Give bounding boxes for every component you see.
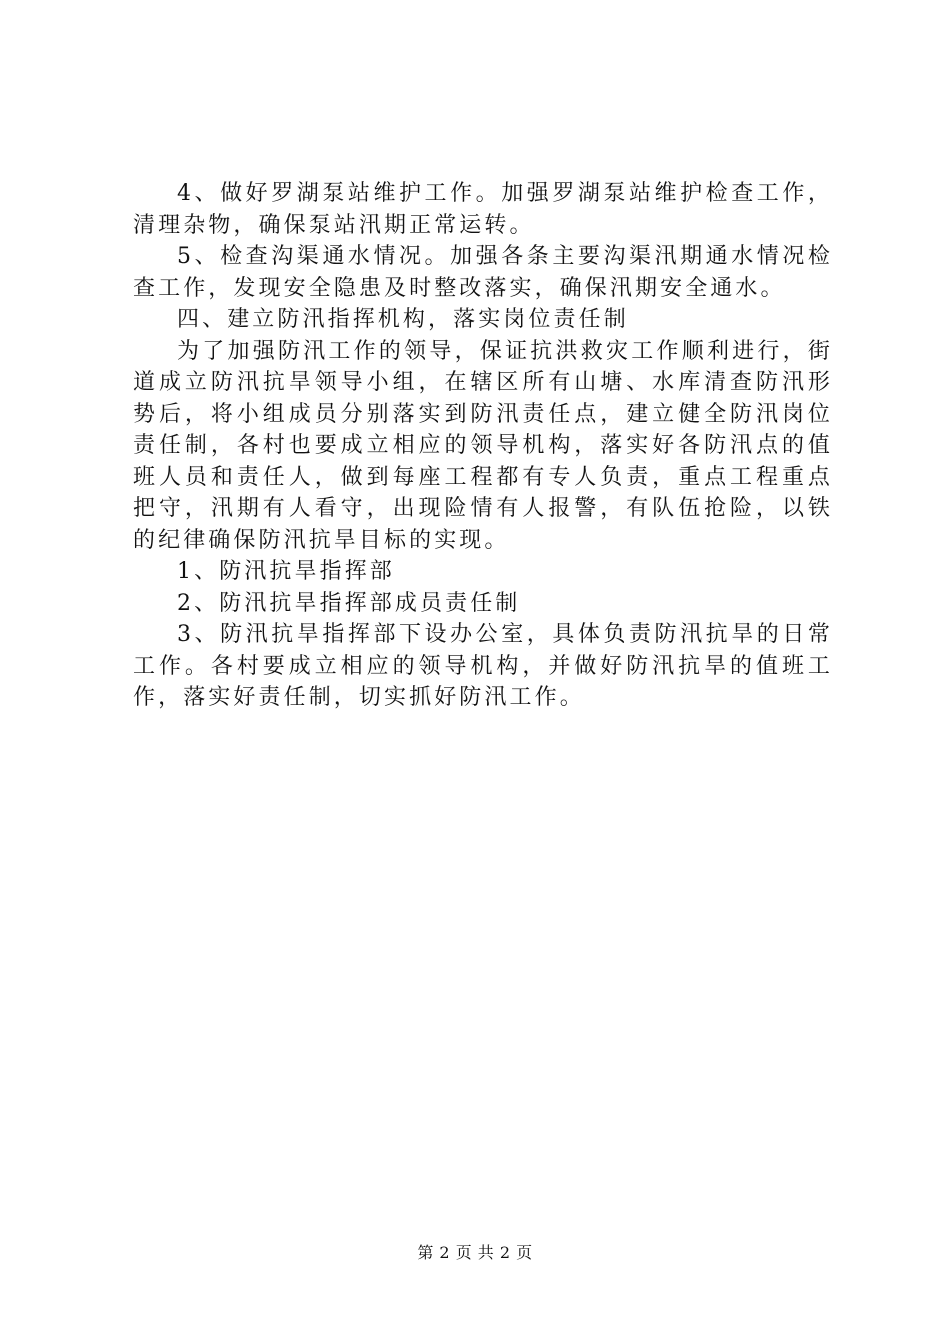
list-item-headquarters: 1、防汛抗旱指挥部: [177, 559, 395, 584]
list-item-office: 3、防汛抗旱指挥部下设办公室，具体负责防汛抗旱的日常工作。各村要成立相应的领导机构，并做好防汛抗旱的值班工作，落实好责任制，切实抓好防汛工作。: [133, 622, 833, 710]
paragraph-ditch-inspection: 5、检查沟渠通水情况。加强各条主要沟渠汛期通水情况检查工作，发现安全隐患及时整改落实，确保汛期安全通水。: [133, 244, 833, 301]
section-heading-command: 四、建立防汛指挥机构，落实岗位责任制: [177, 307, 629, 332]
paragraph-leadership: 为了加强防汛工作的领导，保证抗洪救灾工作顺利进行，街道成立防汛抗旱领导小组，在辖区所有山塘、水库清查防汛形势后，将小组成员分别落实到防汛责任点，建立健全防汛岗位责任制，各村也要成立相应的领导机构，落实好各防汛点的值班人员和责任人，做到每座工程都有专人负责，重点工程重点把守，汛期有人看守，出现险情有人报警，有队伍抢险，以铁的纪律确保防汛抗旱目标的实现。: [133, 338, 833, 553]
paragraph-pump-station: 4、做好罗湖泵站维护工作。加强罗湖泵站维护检查工作，清理杂物，确保泵站汛期正常运转。: [133, 181, 833, 238]
page-footer: 第 2 页 共 2 页: [417, 1243, 533, 1262]
document-body: [133, 178, 833, 714]
list-item-member-responsibility: 2、防汛抗旱指挥部成员责任制: [177, 590, 521, 616]
